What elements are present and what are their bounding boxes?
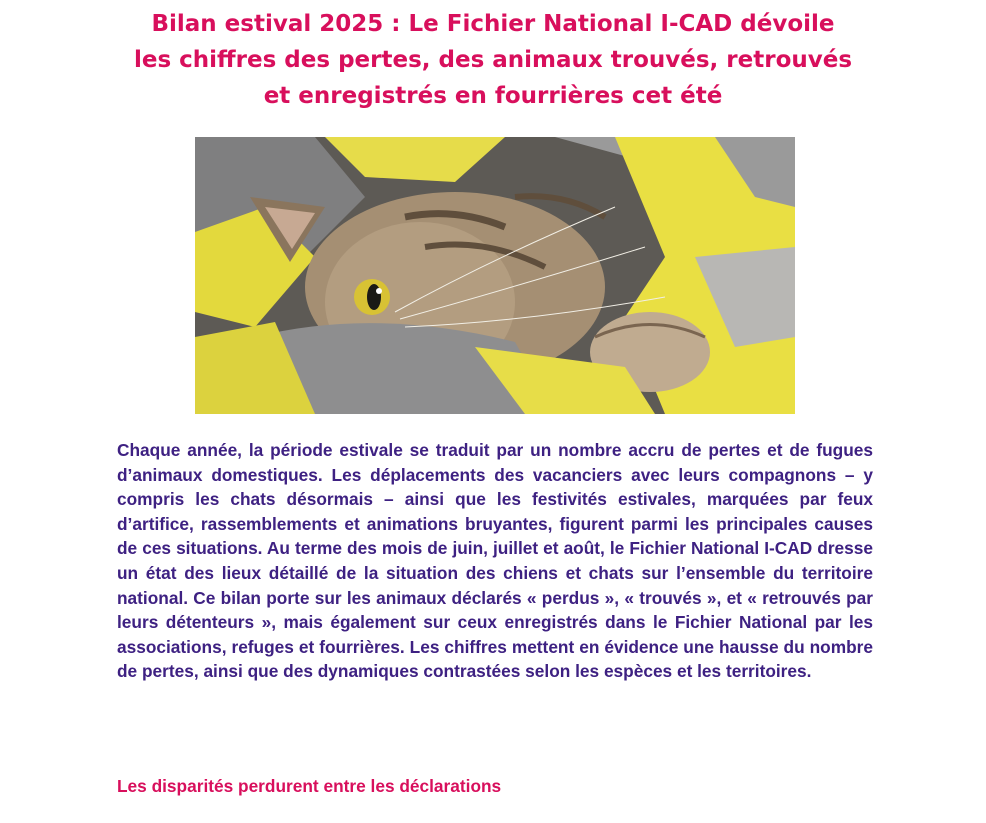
section-heading: Les disparités perdurent entre les déclarations	[117, 776, 502, 796]
article-title	[0, 6, 986, 114]
title-line-3: et enregistrés en fourrières cet été	[263, 83, 723, 109]
cat-illustration	[195, 137, 795, 414]
title-line-2: les chiffres des pertes, des animaux trouvés, retrouvés	[133, 47, 853, 73]
title-line-1: Bilan estival 2025 : Le Fichier National I-CAD dévoile	[151, 11, 835, 37]
intro-paragraph: Chaque année, la période estivale se traduit par un nombre accru de pertes et de fugues d’animaux domestiques. Les déplacements des vacanciers avec leurs compagnons – y compris les chats désormais – ainsi que les festivités estivales, marquées par feux d’artifice, rassemblements et animations bruyantes, figurent parmi les principales causes de ces situations. Au terme des mois de juin, juillet et août, le Fichier National I-CAD dresse un état des lieux détaillé de la situation des chiens et chats sur l’ensemble du territoire national. Ce bilan porte sur les animaux déclarés « perdus », « trouvés », et « retrouvés par leurs détenteurs », mais également sur ceux enregistrés dans le Fichier National par les associations, refuges et fourrières. Les chiffres mettent en évidence une hausse du nombre de pertes, ainsi que des dynamiques contrastées selon les espèces et les territoires.	[117, 440, 873, 682]
cat-pupil	[367, 284, 381, 310]
cat-photo	[195, 137, 795, 414]
cat-eye-highlight	[376, 288, 382, 294]
